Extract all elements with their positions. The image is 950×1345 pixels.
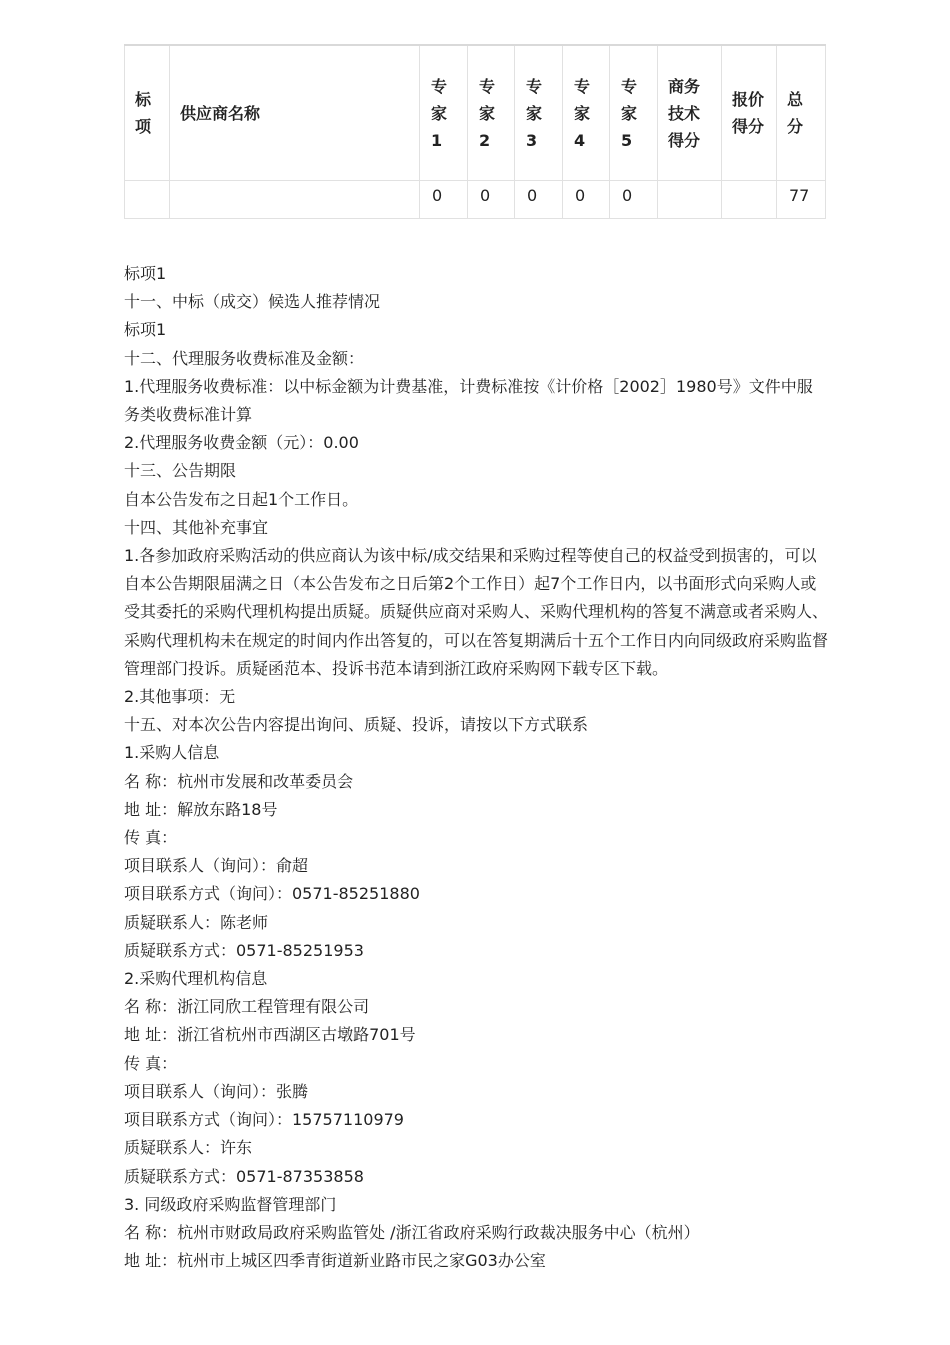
agency-fee-standard: 1.代理服务收费标准：以中标金额为计费基准，计费标准按《计价格［2002］1980号》文件中服务类收费标准计算 [124,376,813,425]
announcement-period: 自本公告发布之日起1个工作日。 [124,489,359,509]
section-13-heading: 十三、公告期限 [124,461,237,481]
section-12-heading: 十二、代理服务收费标准及金额： [124,348,365,368]
header-bid-item: 标项 [125,45,170,181]
purchaser-inquiry-contact: 项目联系人（询问）：俞超 [124,856,309,876]
cell-expert-4: 0 [563,181,610,219]
section-15-heading: 十五、对本次公告内容提出询问、质疑、投诉，请按以下方式联系 [124,715,589,735]
supervisor-address: 地 址：杭州市上城区四季青街道新业路市民之家G03办公室 [124,1251,546,1271]
header-total-score: 总分 [777,45,826,181]
score-table [124,44,826,219]
header-expert-2: 专家2 [468,45,515,181]
table-header-row [125,45,826,181]
header-expert-4: 专家4 [563,45,610,181]
cell-total-score: 77 [777,181,826,219]
announcement-body [124,260,828,1275]
purchaser-challenge-phone: 质疑联系方式：0571-85251953 [124,940,364,960]
cell-expert-2: 0 [468,181,515,219]
header-expert-5: 专家5 [610,45,658,181]
purchaser-inquiry-phone: 项目联系方式（询问）：0571-85251880 [124,884,420,904]
agency-fax: 传 真： [124,1053,178,1073]
score-table-container [124,44,825,219]
header-business-tech-score: 商务技术得分 [658,45,722,181]
supervisor-name: 名 称：杭州市财政局政府采购监管处 /浙江省政府采购行政裁决服务中心（杭州） [124,1222,700,1242]
agency-info-heading: 2.采购代理机构信息 [124,969,268,989]
supervisor-info-heading: 3. 同级政府采购监督管理部门 [124,1194,337,1214]
agency-inquiry-contact: 项目联系人（询问）：张腾 [124,1081,309,1101]
purchaser-name: 名 称：杭州市发展和改革委员会 [124,771,354,791]
header-price-score: 报价得分 [722,45,777,181]
bid-item-label: 标项1 [124,320,167,340]
cell-business-tech-score [658,181,722,219]
section-14-heading: 十四、其他补充事宜 [124,517,269,537]
complaint-procedure: 1.各参加政府采购活动的供应商认为该中标/成交结果和采购过程等使自己的权益受到损害的，可以自本公告期限届满之日（本公告发布之日后第2个工作日）起7个工作日内，以书面形式向采购人或受其委托的采购代理机构提出质疑。质疑供应商对采购人、采购代理机构的答复不满意或者采购人、采购代理机构未在规定的时间内作出答复的，可以在答复期满后十五个工作日内向同级政府采购监督管理部门投诉。质疑函范本、投诉书范本请到浙江政府采购网下载专区下载。 [124,546,829,678]
cell-bid-item [125,181,170,219]
agency-challenge-phone: 质疑联系方式：0571-87353858 [124,1166,364,1186]
agency-name: 名 称：浙江同欣工程管理有限公司 [124,997,370,1017]
table-row [125,181,826,219]
header-supplier-name: 供应商名称 [170,45,420,181]
purchaser-address: 地 址：解放东路18号 [124,799,278,819]
bid-item-label: 标项1 [124,264,167,283]
cell-supplier-name [170,181,420,219]
cell-price-score [722,181,777,219]
header-expert-1: 专家1 [420,45,468,181]
header-expert-3: 专家3 [515,45,563,181]
agency-inquiry-phone: 项目联系方式（询问）：15757110979 [124,1110,404,1130]
agency-address: 地 址：浙江省杭州市西湖区古墩路701号 [124,1025,416,1045]
cell-expert-3: 0 [515,181,563,219]
cell-expert-5: 0 [610,181,658,219]
agency-challenge-contact: 质疑联系人：许东 [124,1138,253,1158]
purchaser-info-heading: 1.采购人信息 [124,743,220,763]
purchaser-challenge-contact: 质疑联系人：陈老师 [124,912,269,932]
other-matters: 2.其他事项：无 [124,687,236,707]
purchaser-fax: 传 真： [124,828,178,848]
agency-fee-amount: 2.代理服务收费金额（元）：0.00 [124,433,359,453]
section-11-heading: 十一、中标（成交）候选人推荐情况 [124,292,381,312]
cell-expert-1: 0 [420,181,468,219]
